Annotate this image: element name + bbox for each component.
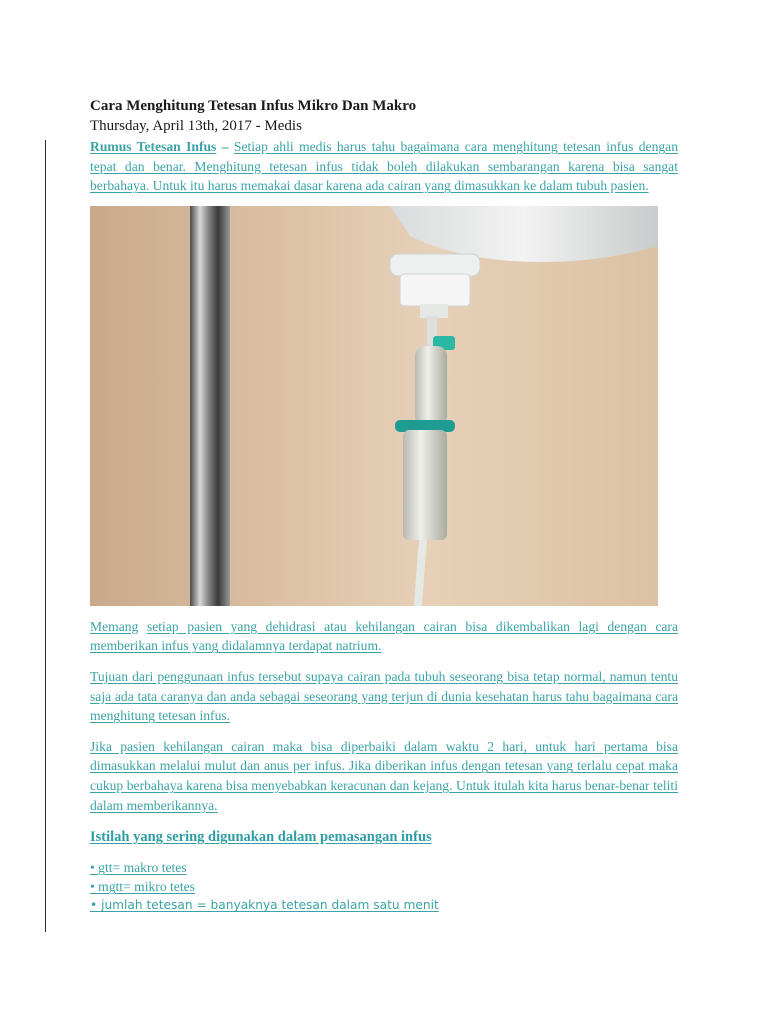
section-heading[interactable]: Istilah yang sering digunakan dalam pemasangan infus — [90, 829, 432, 846]
iv-pole — [190, 206, 230, 606]
intro-paragraph — [90, 137, 678, 196]
margin-rule — [45, 140, 46, 932]
paragraph-2 — [90, 667, 678, 726]
drip-chamber — [415, 346, 447, 426]
iv-drip-photo — [90, 206, 658, 606]
paragraph-1 — [90, 617, 678, 656]
terms-list — [90, 858, 678, 915]
term-jumlah-tetesan[interactable]: • jumlah tetesan = banyaknya tetesan dalam satu menit — [90, 898, 439, 913]
article-title: Cara Menghitung Tetesan Infus Mikro Dan Makro — [90, 98, 417, 114]
paragraph-2-link[interactable]: Tujuan dari penggunaan infus tersebut supaya cairan pada tubuh seseorang bisa tetap normal, namun tentu saja ada tata caranya dan anda sebagai seseorang yang terjun di dunia kesehatan harus tahu bagaimana cara menghitung tetesan infus. — [90, 668, 678, 724]
article-meta: Thursday, April 13th, 2017 - Medis — [90, 118, 302, 134]
term-mgtt[interactable]: • mgtt= mikro tetes — [90, 879, 195, 895]
iv-drip-illustration — [90, 206, 658, 606]
intro-text-link[interactable]: Setiap ahli medis harus tahu bagaimana cara menghitung tetesan infus dengan tepat dan benar. Menghitung tetesan infus tidak boleh dilakukan sembarangan karena bisa sangat berbahaya. Untuk itu harus memakai dasar karena ada cairan yang dimasukkan ke dalam tubuh pasien. — [90, 139, 679, 194]
paragraph-1-first-link[interactable]: Memang — [90, 618, 139, 634]
paragraph-1-rest-link[interactable]: setiap pasien yang dehidrasi atau kehilangan cairan bisa dikembalikan lagi dengan cara memberikan infus yang didalamnya terdapat natrium. — [90, 618, 678, 654]
iv-tube — [418, 540, 423, 606]
term-gtt[interactable]: • gtt= makro tetes — [90, 860, 187, 876]
intro-lead-link[interactable]: Rumus Tetesan Infus — [90, 139, 217, 154]
paragraph-3 — [90, 737, 678, 815]
document-page — [90, 96, 678, 915]
intro-dash: – — [216, 139, 234, 154]
paragraph-3-link[interactable]: Jika pasien kehilangan cairan maka bisa diperbaiki dalam waktu 2 hari, untuk hari pertama bisa dimasukkan melalui mulut dan anus per infus. Jika diberikan infus dengan tetesan yang terlalu cepat maka cukup berbahaya karena bisa menyebabkan keracunan dan kejang. Untuk itulah kita harus benar-benar teliti dalam memberikannya. — [90, 738, 678, 813]
